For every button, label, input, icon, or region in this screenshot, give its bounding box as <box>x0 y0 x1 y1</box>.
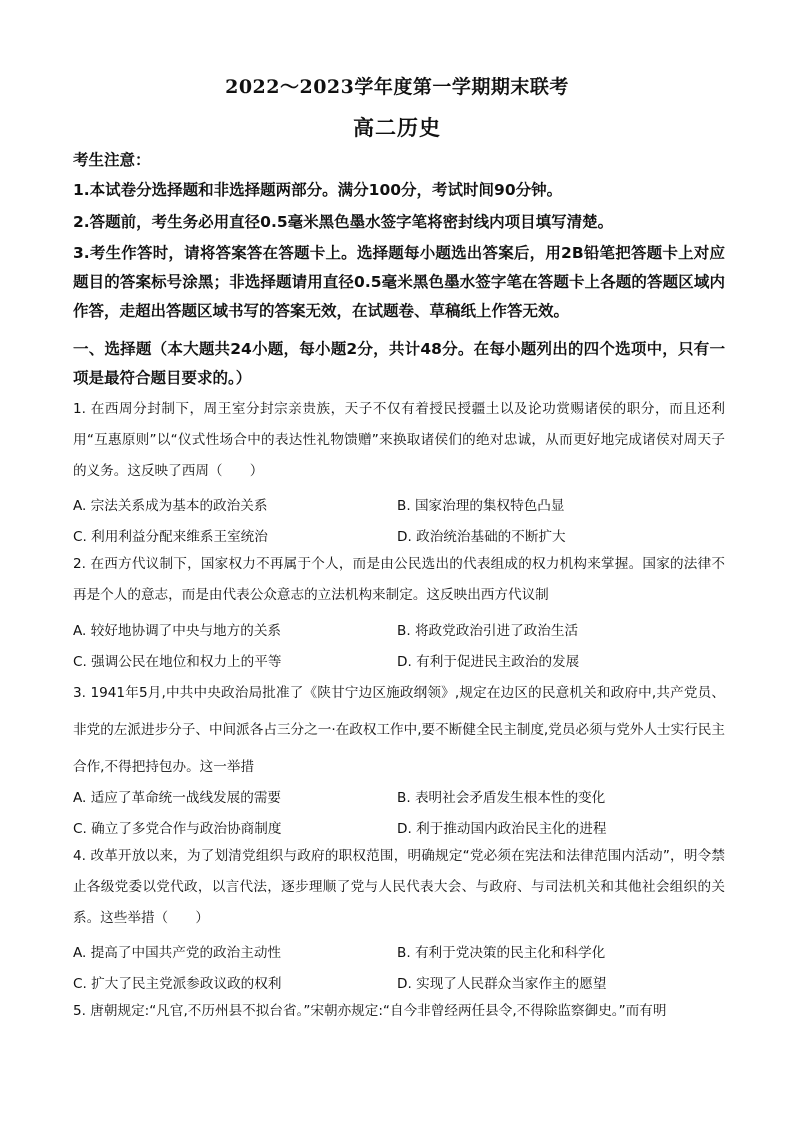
question-2-option-c: C. 强调公民在地位和权力上的平等 <box>73 654 282 670</box>
notice-heading: 考生注意： <box>73 151 151 169</box>
exam-subject: 高二历史 <box>353 115 441 140</box>
notice-item-2: 2.答题前，考生务必用直径0.5毫米黑色墨水签字笔将密封线内项目填写清楚。 <box>73 213 614 231</box>
question-1-option-d: D. 政治统治基础的不断扩大 <box>397 529 566 545</box>
question-4-option-d: D. 实现了人民群众当家作主的愿望 <box>397 976 607 992</box>
question-1-stem: 1. 在西周分封制下，周王室分封宗亲贵族，天子不仅有着授民授疆土以及论功赏赐诸侯的职分，而且还利用“互惠原则”以“仪式性场合中的表达性礼物馈赠”来换取诸侯们的绝对忠诚，从而更好地完成诸侯对周天子的义务。这反映了西周（ ） <box>73 401 725 479</box>
question-4-option-a: A. 提高了中国共产党的政治主动性 <box>73 945 282 961</box>
question-3-option-d: D. 利于推动国内政治民主化的进程 <box>397 821 607 837</box>
question-2-option-d: D. 有利于促进民主政治的发展 <box>397 654 580 670</box>
question-4-stem: 4. 改革开放以来，为了划清党组织与政府的职权范围，明确规定“党必须在宪法和法律范围内活动”，明令禁止各级党委以党代政，以言代法，逐步理顺了党与人民代表大会、与政府、与司法机关和其他社会组织的关系。这些举措（ ） <box>73 848 725 926</box>
question-2-stem: 2. 在西方代议制下，国家权力不再属于个人，而是由公民选出的代表组成的权力机构来掌握。国家的法律不再是个人的意志，而是由代表公众意志的立法机构来制定。这反映出西方代议制 <box>73 556 725 603</box>
question-2-option-b: B. 将政党政治引进了政治生活 <box>397 623 579 639</box>
question-1-option-b: B. 国家治理的集权特色凸显 <box>397 498 565 514</box>
question-3-option-a: A. 适应了革命统一战线发展的需要 <box>73 790 282 806</box>
question-3-option-c: C. 确立了多党合作与政治协商制度 <box>73 821 282 837</box>
question-5-stem: 5. 唐朝规定:“凡官,不历州县不拟台省。”宋朝亦规定:“自今非曾经两任县令,不得除监察御史。”而有明 <box>73 1003 667 1019</box>
question-3-option-b: B. 表明社会矛盾发生根本性的变化 <box>397 790 606 806</box>
question-2-option-a: A. 较好地协调了中央与地方的关系 <box>73 623 282 639</box>
question-1-option-a: A. 宗法关系成为基本的政治关系 <box>73 498 268 514</box>
question-3-stem: 3. 1941年5月,中共中央政治局批准了《陕甘宁边区施政纲领》,规定在边区的民意机关和政府中,共产党员、非党的左派进步分子、中间派各占三分之一·在政权工作中,要不断健全民主制度,党员必须与党外人士实行民主合作,不得把持包办。这一举措 <box>73 685 725 775</box>
section1-heading: 一、选择题（本大题共24小题，每小题2分，共计48分。在每小题列出的四个选项中，只有一项是最符合题目要求的。） <box>73 340 725 387</box>
exam-title: 2022～2023学年度第一学期期末联考 <box>225 76 569 98</box>
notice-item-3: 3.考生作答时，请将答案答在答题卡上。选择题每小题选出答案后，用2B铅笔把答题卡上对应题目的答案标号涂黑；非选择题请用直径0.5毫米黑色墨水签字笔在答题卡上各题的答题区域内作答，走超出答题区域书写的答案无效，在试题卷、草稿纸上作答无效。 <box>73 244 725 320</box>
question-4-option-b: B. 有利于党决策的民主化和科学化 <box>397 945 606 961</box>
notice-item-1: 1.本试卷分选择题和非选择题两部分。满分100分，考试时间90分钟。 <box>73 181 563 199</box>
question-1-option-c: C. 利用利益分配来维系王室统治 <box>73 529 268 545</box>
question-4-option-c: C. 扩大了民主党派参政议政的权利 <box>73 976 282 992</box>
